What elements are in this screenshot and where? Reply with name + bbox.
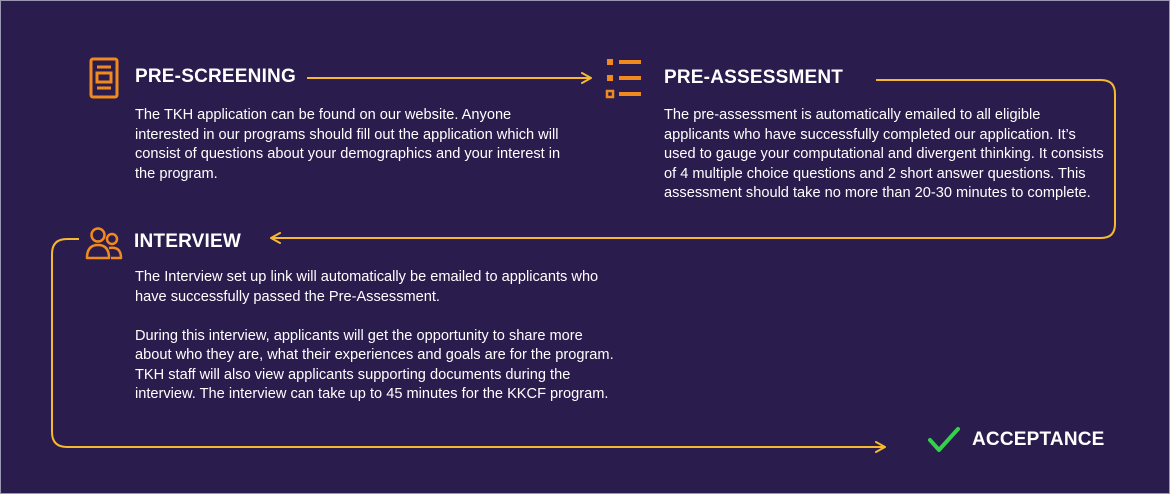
step-description-pre-assessment <box>664 106 1104 204</box>
step-description-pre-screening <box>135 106 565 184</box>
description-paragraph-2: During this interview, applicants will get the opportunity to share more about who they are, what their experiences and goals are for the program. TKH staff will also view applicants supporting documents during the interview. The interview can take up to 45 minutes for the KKCF program. <box>135 327 614 402</box>
step-title-acceptance: ACCEPTANCE <box>972 429 1105 450</box>
checkmark-icon <box>927 426 961 459</box>
people-icon <box>85 226 123 265</box>
step-description-interview <box>135 268 615 405</box>
description-paragraph-1: The Interview set up link will automatically be emailed to applicants who have successfully passed the Pre-Assessment. <box>135 269 599 305</box>
step-title-pre-assessment: PRE-ASSESSMENT <box>664 67 844 88</box>
description-text: The TKH application can be found on our website. Anyone interested in our programs should fill out the application which will consist of questions about your demographics and your interest in the program. <box>135 107 561 182</box>
step-title-pre-screening: PRE-SCREENING <box>135 66 296 87</box>
document-form-icon <box>89 57 119 104</box>
description-text: The pre-assessment is automatically emailed to all eligible applicants who have successfully completed our application. It’s used to gauge your computational and divergent thinking. It consists of 4 multiple choice questions and 2 short answer questions. This assessment should take no more than 20-30 minutes to complete. <box>664 107 1104 201</box>
step-title-interview: INTERVIEW <box>134 231 242 252</box>
checklist-icon <box>605 56 643 105</box>
